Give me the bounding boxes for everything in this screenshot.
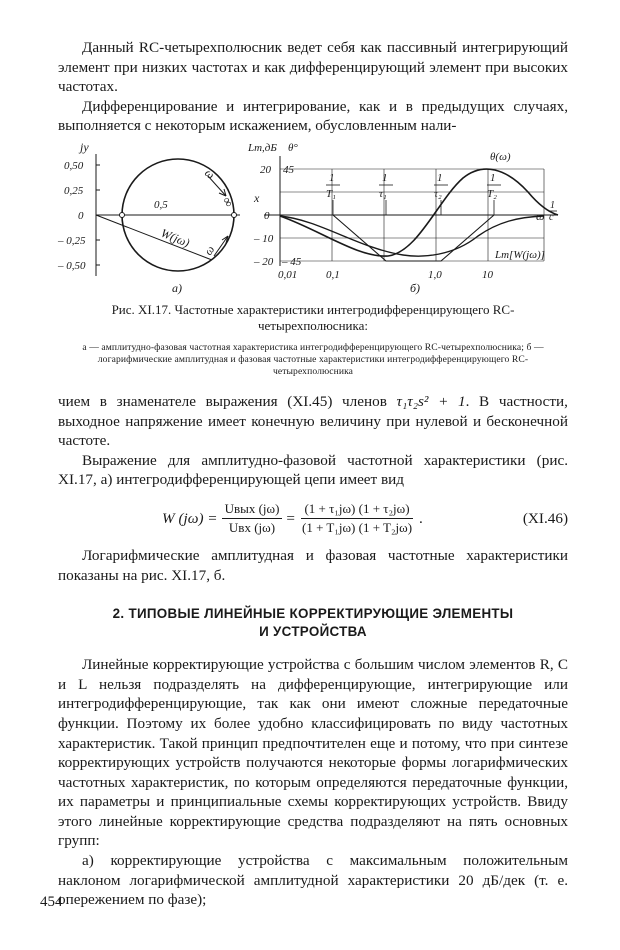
nyquist-start-point [120, 212, 125, 217]
theta-curve-label: θ(ω) [490, 150, 511, 163]
panel-b-x-label-omega: ω [536, 208, 545, 223]
section-heading-line-1: 2. ТИПОВЫЕ ЛИНЕЙНЫЕ КОРРЕКТИРУЮЩИЕ ЭЛЕМЕНТЫ [112, 606, 514, 622]
section-heading-line-2: И УСТРОЙСТВА [259, 624, 367, 640]
page-content [58, 38, 568, 910]
breakpoint-2-den: τ₁ [379, 187, 387, 200]
panel-b-x-label-frac-num: 1 [550, 199, 555, 211]
breakpoint-3-den: τ₂ [434, 187, 442, 200]
panel-a-y-axis-label: jy [80, 139, 89, 154]
figure-legend: а — амплитудно-фазовая частотная характеристика интегродифференцирующего RC-четырехполюсника; б — логарифмические амплитудная и фазовая частотные характеристики интегродифференцирующего RC-четырехполюсника [82, 341, 544, 377]
fraction-1-denominator: Uвх (jω) [228, 520, 276, 536]
panel-b-x-label-left: x [254, 190, 260, 205]
figure-xi-17 [58, 140, 568, 300]
equation-equals: = [286, 509, 295, 527]
fraction-2-numerator: (1 + τ₁jω) (1 + τ₂jω) [301, 501, 412, 519]
equation-dot: . [419, 509, 423, 527]
panel-b-y-tick-neg-10: – 10 [254, 232, 274, 245]
panel-a-y-tick-0: 0 [78, 209, 84, 222]
breakpoint-3-num: 1 [437, 171, 443, 184]
omega-label-top: ω [202, 165, 218, 182]
paragraph-3-end: . В частности, выходное напряжение имеет конечную величину при нулевой и бесконечной частоте. [58, 392, 568, 450]
figure-caption: Рис. XI.17. Частотные характеристики интегродифференцирующего RC-четырехполюсника: [111, 301, 515, 333]
panel-b-theta-tick-neg-45: – 45 [282, 255, 302, 268]
panel-b-theta-label: θ° [288, 141, 298, 154]
breakpoint-2-num: 1 [382, 171, 388, 184]
equation-fraction-1 [222, 501, 283, 536]
panel-a-y-tick-0-25: 0,25 [64, 184, 84, 197]
panel-b-x-label-frac-den: c [549, 211, 554, 223]
panel-b-x-tick-0-01: 0,01 [278, 268, 298, 281]
panel-b-label: б) [410, 280, 421, 295]
paragraph-3-start: чием в знаменателе выражения (XI.45) членов [58, 392, 397, 410]
panel-b [247, 142, 558, 295]
lm-curve-label: Lm[W(jω)] [495, 248, 545, 261]
fraction-2-denominator: (1 + T₁jω) (1 + T₂jω) [301, 520, 413, 536]
panel-b-x-tick-0-1: 0,1 [326, 268, 340, 281]
panel-b-lm-label: Lm,дБ [248, 141, 277, 154]
figure-svg [58, 140, 568, 300]
panel-b-x-tick-1-0: 1,0 [428, 268, 442, 281]
panel-a-x-tick-0-5: 0,5 [154, 198, 168, 211]
equation-number: (XI.46) [522, 509, 568, 527]
paragraph-5: Логарифмические амплитудная и фазовая частотные характеристики показаны на рис. XI.17, б. [58, 546, 568, 584]
paragraph-2: Дифференцирование и интегрирование, как и в предыдущих случаях, выполняется с некоторым искажением, обусловленным нали- [58, 97, 568, 135]
equation-lhs: W (jω) = [162, 509, 218, 527]
w-curve-label: W(jω) [158, 225, 192, 250]
page-number: 454 [40, 894, 63, 910]
phase-curve [280, 169, 558, 256]
infinity-label: ∞ [219, 193, 238, 210]
breakpoint-1-den: T₁ [326, 187, 336, 200]
panel-b-x-tick-10: 10 [482, 268, 493, 281]
breakpoint-4-num: 1 [490, 171, 496, 184]
panel-a-y-tick-0-50: 0,50 [64, 159, 84, 172]
paragraph-3 [58, 392, 568, 451]
equation-fraction-2 [299, 501, 415, 536]
panel-b-y-tick-0: 0 [264, 209, 270, 222]
breakpoint-1-num: 1 [329, 171, 335, 184]
paragraph-6: Линейные корректирующие устройства с большим числом элементов R, C и L нельзя подразделять на дифференцирующие, интегрирующие или интегродифференцирующие, так как они имеют сложные передаточные функции. Поэтому их более удобно классифицировать по виду частотных характеристик. Такой принцип предпочтителен еще и потому, что при синтезе корректирующих устройств получаются некоторые формы логарифмических частотных характеристик, по которым определяются передаточные функции, их параметры и принципиальные схемы корректирующих устройств. Ввиду этого линейные корректирующие средства подразделяют на пять основных групп: [58, 656, 568, 850]
panel-a-y-tick-neg-0-50: – 0,50 [58, 259, 86, 272]
panel-a-label: а) [172, 280, 182, 295]
panel-b-y-tick-neg-20: – 20 [254, 255, 274, 268]
paragraph-7: а) корректирующие устройства с максимальным положительным наклоном логарифмической амплитудной характеристики 20 дБ/дек (т. е. опережением по фазе); [58, 852, 568, 909]
equation-xi-46 [58, 496, 568, 542]
paragraph-4: Выражение для амплитудно-фазовой частотной характеристики (рис. XI.17, а) интегродифференцирующей цепи имеет вид [58, 451, 568, 489]
panel-a [57, 140, 240, 295]
paragraph-3-term: τ₁τ₂s² + 1 [396, 392, 466, 410]
panel-a-y-tick-neg-0-25: – 0,25 [58, 234, 86, 247]
panel-b-y-tick-20: 20 [260, 163, 271, 176]
section-heading [58, 605, 568, 641]
panel-b-theta-tick-45: 45 [283, 163, 294, 176]
omega-label-bottom: ω [200, 242, 218, 258]
paragraph-1: Данный RC-четырехполюсник ведет себя как пассивный интегрирующий элемент при низких частотах и как дифференцирующий элемент при высоких частотах. [58, 39, 568, 96]
fraction-1-numerator: Uвых (jω) [222, 501, 283, 519]
w-vector-line [96, 215, 212, 260]
nyquist-end-point [232, 212, 237, 217]
breakpoint-4-den: T₂ [487, 187, 497, 200]
